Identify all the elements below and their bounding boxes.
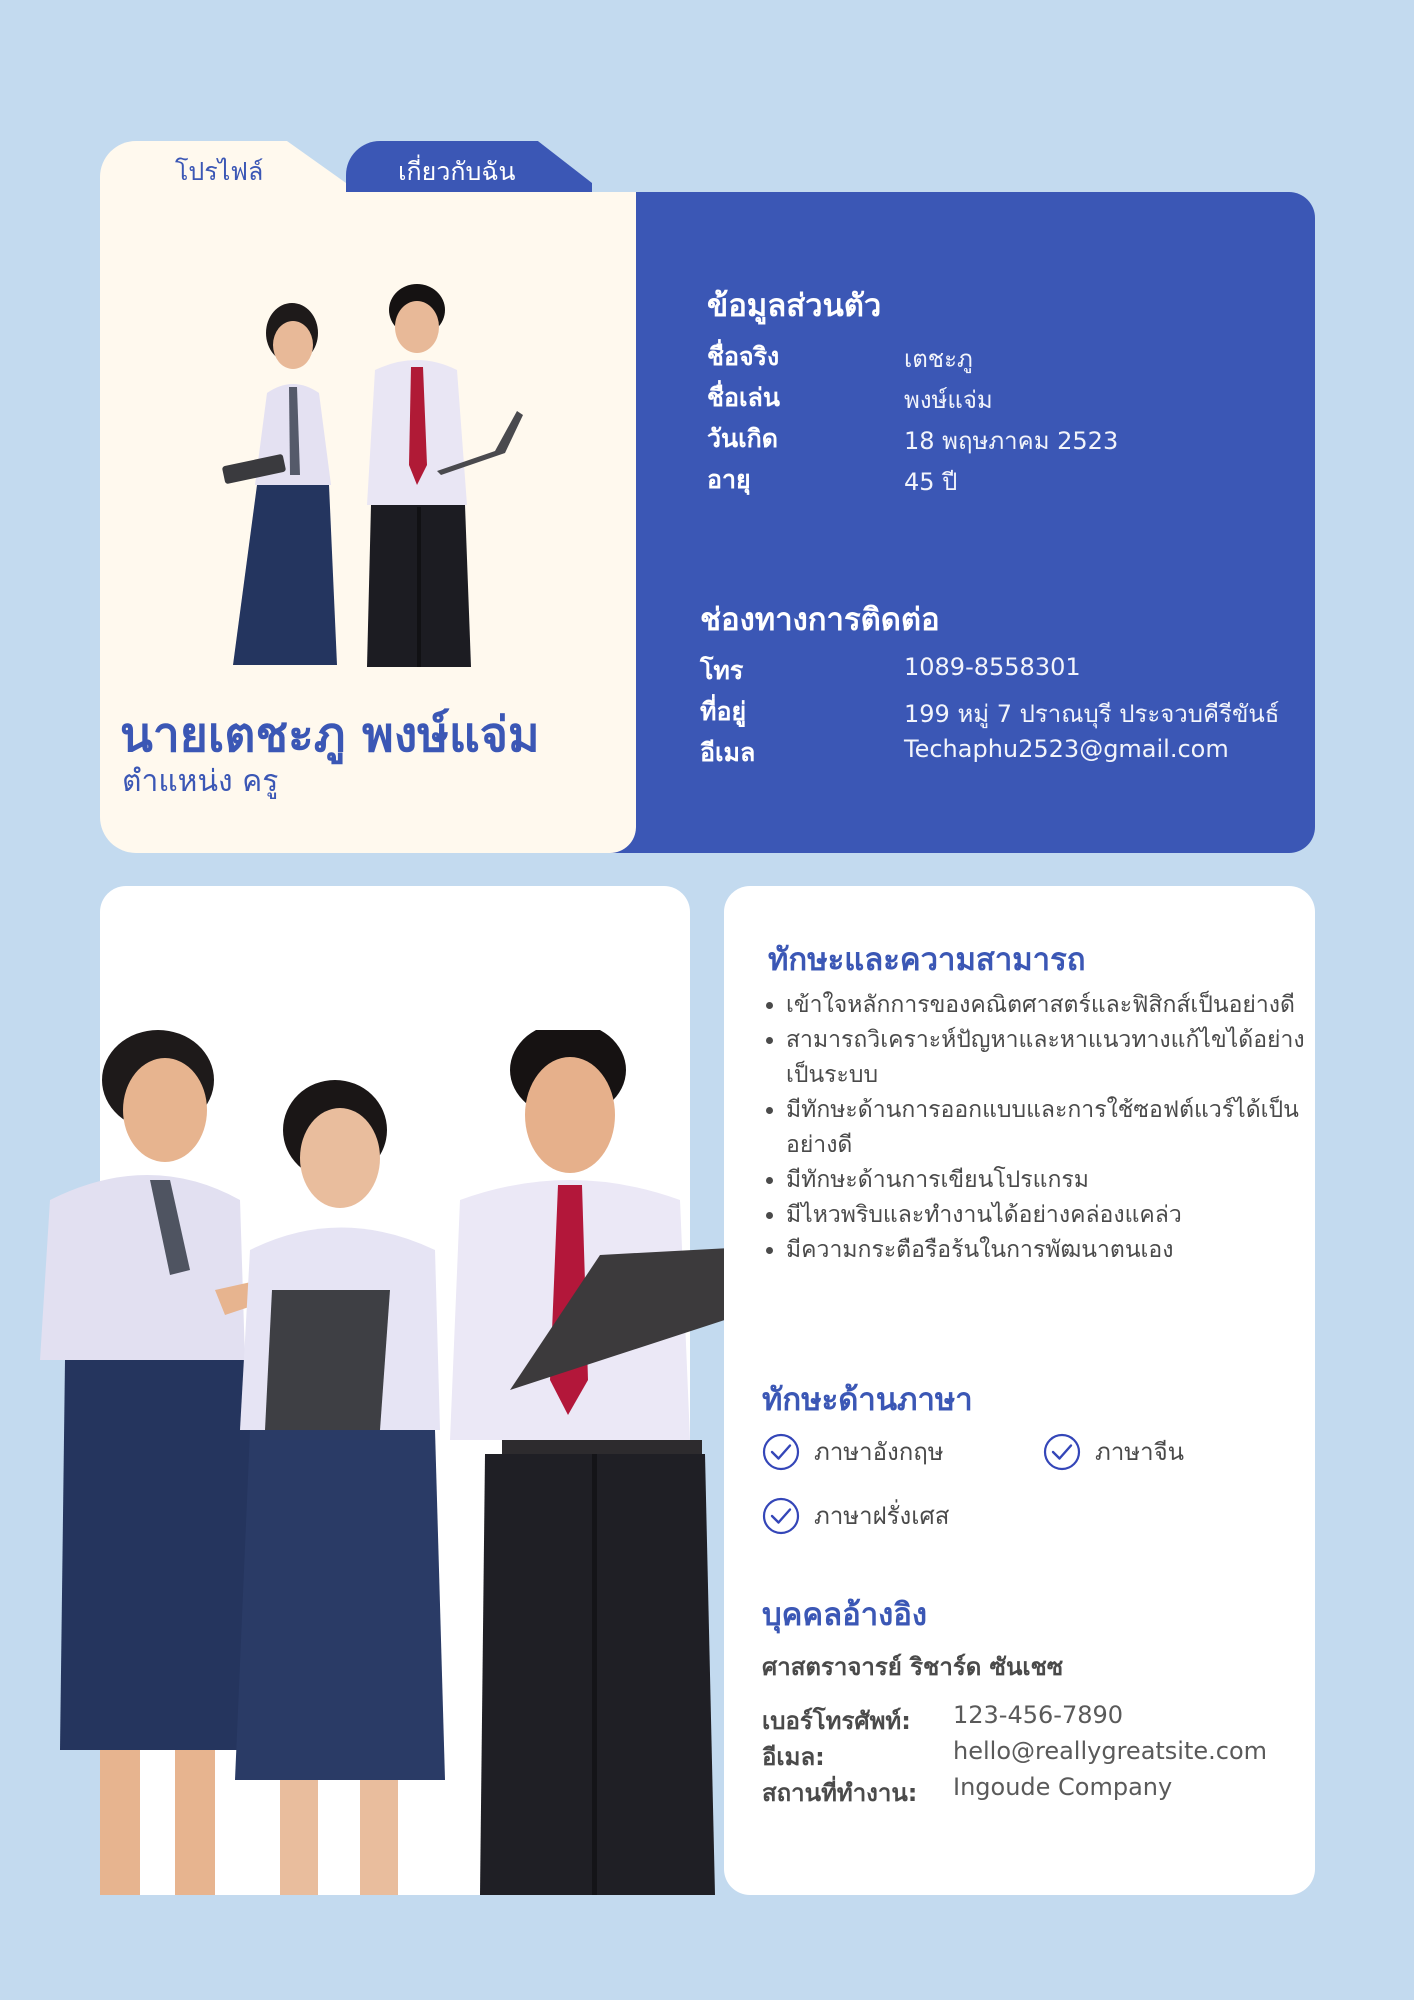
- group-photo: [40, 1030, 800, 1895]
- reference-value-email: hello@reallygreatsite.com: [953, 1737, 1268, 1765]
- skill-item: • เข้าใจหลักการของคณิตศาสตร์และฟิสิกส์เป็นอย่างดี: [786, 988, 1326, 1023]
- skill-item: • สามารถวิเคราะห์ปัญหาและหาแนวทางแก้ไขได้อย่างเป็นระบบ: [786, 1023, 1326, 1093]
- skills-list: [756, 988, 1326, 1268]
- check-circle-icon: [762, 1433, 800, 1471]
- profile-name: นายเตชะภู พงษ์แจ่ม: [120, 707, 540, 763]
- reference-value-phone: 123-456-7890: [953, 1701, 1124, 1729]
- group-student-girl-left: [40, 1030, 270, 1895]
- contact-value-email: Techaphu2523@gmail.com: [904, 735, 1229, 763]
- language-label: ภาษาจีน: [1095, 1438, 1185, 1466]
- info-label-firstname: ชื่อจริง: [707, 342, 780, 371]
- student-girl-figure: [222, 303, 337, 665]
- contact-label-address: ที่อยู่: [700, 697, 747, 726]
- skill-item: • มีทักษะด้านการเขียนโปรแกรม: [786, 1163, 1326, 1198]
- contact-value-phone: 1089-8558301: [904, 653, 1081, 681]
- info-value-birthday: 18 พฤษภาคม 2523: [904, 427, 1119, 455]
- info-label-age: อายุ: [707, 465, 751, 494]
- info-label-birthday: วันเกิด: [707, 424, 779, 453]
- language-label: ภาษาฝรั่งเศส: [814, 1502, 950, 1530]
- reference-heading: บุคคลอ้างอิง: [762, 1597, 928, 1633]
- student-boy-figure: [367, 284, 523, 667]
- tab-profile-label[interactable]: โปรไฟล์: [175, 157, 264, 186]
- skill-item: • มีทักษะด้านการออกแบบและการใช้ซอฟต์แวร์ได้เป็นอย่างดี: [786, 1093, 1326, 1163]
- skill-item: • มีไหวพริบและทำงานได้อย่างคล่องแคล่ว: [786, 1198, 1326, 1233]
- contact-label-phone: โทร: [700, 656, 744, 685]
- info-value-nickname: พงษ์แจ่ม: [904, 386, 993, 414]
- languages-heading: ทักษะด้านภาษา: [762, 1382, 973, 1418]
- reference-name: ศาสตราจารย์ ริชาร์ด ซันเชซ: [762, 1653, 1064, 1681]
- group-student-girl-middle: [235, 1080, 445, 1895]
- skill-item: • มีความกระตือรือร้นในการพัฒนาตนเอง: [786, 1233, 1326, 1268]
- reference-label-email: อีเมล:: [762, 1743, 825, 1771]
- reference-label-phone: เบอร์โทรศัพท์:: [762, 1707, 911, 1735]
- profile-photo: [205, 275, 565, 667]
- language-label: ภาษาอังกฤษ: [814, 1438, 944, 1466]
- language-item-french: [762, 1496, 949, 1535]
- reference-label-workplace: สถานที่ทำงาน:: [762, 1779, 918, 1807]
- info-label-nickname: ชื่อเล่น: [707, 383, 780, 412]
- skills-heading: ทักษะและความสามารถ: [768, 942, 1086, 978]
- info-value-age: 45 ปี: [904, 468, 958, 496]
- contact-heading: ช่องทางการติดต่อ: [700, 602, 940, 638]
- language-item-chinese: [1043, 1432, 1184, 1471]
- tab-about-label[interactable]: เกี่ยวกับฉัน: [398, 157, 516, 186]
- language-item-english: [762, 1432, 944, 1471]
- profile-position: ตำแหน่ง ครู: [122, 764, 279, 799]
- info-value-firstname: เตชะภู: [904, 345, 973, 373]
- contact-label-email: อีเมล: [700, 738, 756, 767]
- check-circle-icon: [762, 1497, 800, 1535]
- check-circle-icon: [1043, 1433, 1081, 1471]
- reference-value-workplace: Ingoude Company: [953, 1773, 1173, 1801]
- personal-info-heading: ข้อมูลส่วนตัว: [707, 288, 882, 324]
- contact-value-address: 199 หมู่ 7 ปราณบุรี ประจวบคีรีขันธ์: [904, 700, 1280, 728]
